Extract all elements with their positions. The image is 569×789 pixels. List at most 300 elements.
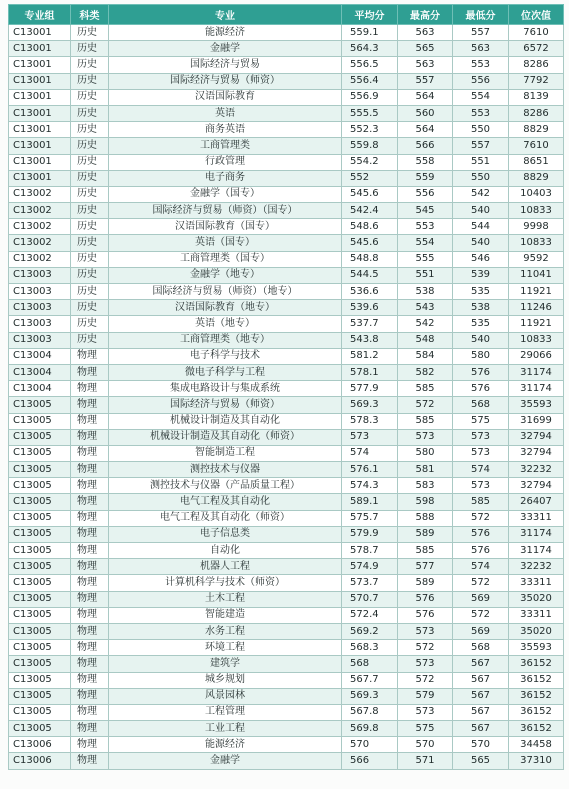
cell-major: 测控技术与仪器 [109,462,342,478]
cell-max: 580 [398,445,453,461]
cell-rank: 10403 [509,186,564,202]
cell-min: 575 [453,413,509,429]
cell-group: C13002 [9,203,71,219]
cell-average: 577.9 [342,381,398,397]
cell-group: C13005 [9,559,71,575]
cell-min: 567 [453,672,509,688]
cell-major: 国际经济与贸易（师资）（地专） [109,284,342,300]
cell-max: 577 [398,559,453,575]
cell-subject: 物理 [71,381,109,397]
table-row [9,73,564,89]
cell-average: 548.6 [342,219,398,235]
cell-group: C13005 [9,607,71,623]
cell-min: 550 [453,170,509,186]
cell-min: 540 [453,203,509,219]
cell-major: 电气工程及其自动化（师资） [109,510,342,526]
cell-average: 539.6 [342,300,398,316]
cell-subject: 历史 [71,332,109,348]
cell-max: 560 [398,105,453,121]
cell-rank: 7610 [509,25,564,41]
cell-rank: 11041 [509,267,564,283]
cell-major: 英语（地专） [109,316,342,332]
cell-group: C13005 [9,591,71,607]
cell-min: 540 [453,332,509,348]
cell-subject: 物理 [71,623,109,639]
cell-major: 工程管理 [109,704,342,720]
header-group: 专业组 [9,5,71,25]
cell-average: 574 [342,445,398,461]
cell-max: 584 [398,348,453,364]
cell-min: 551 [453,154,509,170]
cell-rank: 11921 [509,316,564,332]
header-max: 最高分 [398,5,453,25]
cell-subject: 物理 [71,494,109,510]
cell-max: 559 [398,170,453,186]
cell-rank: 32232 [509,462,564,478]
table-row [9,607,564,623]
cell-max: 553 [398,219,453,235]
cell-min: 576 [453,364,509,380]
cell-average: 573.7 [342,575,398,591]
cell-rank: 6572 [509,41,564,57]
cell-max: 563 [398,57,453,73]
cell-average: 569.3 [342,397,398,413]
cell-subject: 历史 [71,25,109,41]
cell-group: C13005 [9,510,71,526]
cell-group: C13005 [9,413,71,429]
cell-major: 机械设计制造及其自动化 [109,413,342,429]
cell-major: 能源经济 [109,737,342,753]
cell-subject: 物理 [71,737,109,753]
cell-min: 567 [453,688,509,704]
table-row [9,559,564,575]
cell-group: C13005 [9,494,71,510]
cell-max: 543 [398,300,453,316]
cell-group: C13005 [9,397,71,413]
cell-max: 571 [398,753,453,769]
cell-major: 集成电路设计与集成系统 [109,381,342,397]
cell-max: 555 [398,251,453,267]
table-row [9,138,564,154]
cell-major: 电子商务 [109,170,342,186]
cell-rank: 26407 [509,494,564,510]
table-row [9,41,564,57]
table-row [9,300,564,316]
table-row [9,122,564,138]
cell-min: 557 [453,25,509,41]
cell-rank: 32794 [509,429,564,445]
cell-group: C13005 [9,721,71,737]
cell-average: 536.6 [342,284,398,300]
cell-group: C13003 [9,300,71,316]
cell-group: C13003 [9,267,71,283]
cell-rank: 36152 [509,656,564,672]
cell-rank: 10833 [509,203,564,219]
cell-subject: 历史 [71,41,109,57]
cell-max: 585 [398,543,453,559]
cell-major: 英语（国专） [109,235,342,251]
cell-min: 570 [453,737,509,753]
cell-major: 工业工程 [109,721,342,737]
cell-major: 国际经济与贸易（师资）（国专） [109,203,342,219]
cell-average: 556.5 [342,57,398,73]
cell-major: 自动化 [109,543,342,559]
cell-rank: 33311 [509,510,564,526]
cell-max: 573 [398,704,453,720]
cell-average: 564.3 [342,41,398,57]
cell-max: 572 [398,640,453,656]
cell-group: C13005 [9,478,71,494]
cell-rank: 36152 [509,672,564,688]
table-row [9,57,564,73]
cell-average: 573 [342,429,398,445]
cell-subject: 物理 [71,704,109,720]
cell-rank: 36152 [509,688,564,704]
cell-group: C13005 [9,429,71,445]
cell-max: 573 [398,429,453,445]
cell-group: C13005 [9,672,71,688]
cell-rank: 36152 [509,721,564,737]
cell-average: 552 [342,170,398,186]
cell-rank: 29066 [509,348,564,364]
table-header-row [9,5,564,25]
cell-min: 556 [453,73,509,89]
table-row [9,316,564,332]
cell-average: 545.6 [342,235,398,251]
header-average: 平均分 [342,5,398,25]
cell-subject: 物理 [71,510,109,526]
cell-subject: 物理 [71,429,109,445]
cell-subject: 历史 [71,267,109,283]
cell-major: 能源经济 [109,25,342,41]
cell-subject: 历史 [71,186,109,202]
cell-subject: 物理 [71,348,109,364]
cell-min: 572 [453,575,509,591]
cell-group: C13004 [9,348,71,364]
table-row [9,381,564,397]
cell-min: 538 [453,300,509,316]
table-row [9,510,564,526]
cell-min: 540 [453,235,509,251]
cell-max: 588 [398,510,453,526]
table-row [9,737,564,753]
header-subject: 科类 [71,5,109,25]
cell-major: 机械设计制造及其自动化（师资） [109,429,342,445]
cell-min: 567 [453,721,509,737]
cell-subject: 历史 [71,316,109,332]
cell-major: 环境工程 [109,640,342,656]
cell-rank: 9592 [509,251,564,267]
cell-rank: 11921 [509,284,564,300]
cell-subject: 物理 [71,462,109,478]
cell-average: 542.4 [342,203,398,219]
cell-group: C13004 [9,364,71,380]
cell-major: 英语 [109,105,342,121]
cell-average: 568 [342,656,398,672]
cell-major: 风景园林 [109,688,342,704]
table-row [9,397,564,413]
cell-group: C13001 [9,73,71,89]
cell-subject: 历史 [71,251,109,267]
table-row [9,203,564,219]
cell-group: C13005 [9,623,71,639]
cell-min: 539 [453,267,509,283]
cell-rank: 33311 [509,575,564,591]
cell-max: 585 [398,413,453,429]
cell-min: 568 [453,640,509,656]
cell-min: 563 [453,41,509,57]
cell-group: C13002 [9,251,71,267]
cell-rank: 36152 [509,704,564,720]
cell-average: 581.2 [342,348,398,364]
cell-subject: 物理 [71,753,109,769]
cell-major: 汉语国际教育（国专） [109,219,342,235]
cell-subject: 物理 [71,721,109,737]
cell-average: 579.9 [342,526,398,542]
cell-average: 556.9 [342,89,398,105]
cell-subject: 物理 [71,543,109,559]
cell-average: 578.1 [342,364,398,380]
cell-rank: 32794 [509,445,564,461]
table-row [9,332,564,348]
cell-group: C13005 [9,575,71,591]
cell-rank: 31174 [509,364,564,380]
cell-major: 城乡规划 [109,672,342,688]
cell-group: C13002 [9,219,71,235]
cell-subject: 物理 [71,445,109,461]
cell-group: C13005 [9,462,71,478]
cell-min: 567 [453,704,509,720]
cell-group: C13001 [9,41,71,57]
cell-max: 598 [398,494,453,510]
cell-group: C13005 [9,656,71,672]
cell-group: C13003 [9,284,71,300]
cell-group: C13001 [9,138,71,154]
cell-group: C13006 [9,737,71,753]
table-row [9,704,564,720]
cell-subject: 历史 [71,73,109,89]
cell-min: 535 [453,284,509,300]
cell-min: 576 [453,526,509,542]
table-row [9,623,564,639]
cell-min: 569 [453,623,509,639]
table-row [9,575,564,591]
cell-subject: 物理 [71,559,109,575]
cell-major: 计算机科学与技术（师资） [109,575,342,591]
cell-subject: 历史 [71,154,109,170]
cell-average: 570.7 [342,591,398,607]
cell-max: 573 [398,623,453,639]
cell-subject: 物理 [71,656,109,672]
cell-max: 558 [398,154,453,170]
cell-major: 金融学 [109,753,342,769]
cell-rank: 34458 [509,737,564,753]
table-row [9,235,564,251]
cell-subject: 物理 [71,413,109,429]
cell-average: 567.8 [342,704,398,720]
cell-average: 569.8 [342,721,398,737]
cell-group: C13003 [9,332,71,348]
table-row [9,656,564,672]
cell-subject: 历史 [71,235,109,251]
cell-max: 566 [398,138,453,154]
cell-major: 测控技术与仪器（产品质量工程） [109,478,342,494]
cell-rank: 10833 [509,332,564,348]
cell-major: 电子科学与技术 [109,348,342,364]
cell-min: 546 [453,251,509,267]
table-row [9,591,564,607]
cell-max: 557 [398,73,453,89]
table-row [9,251,564,267]
cell-subject: 历史 [71,122,109,138]
cell-max: 563 [398,25,453,41]
cell-rank: 7792 [509,73,564,89]
cell-group: C13001 [9,57,71,73]
cell-max: 572 [398,672,453,688]
cell-rank: 8829 [509,122,564,138]
cell-group: C13003 [9,316,71,332]
cell-min: 573 [453,445,509,461]
cell-subject: 物理 [71,640,109,656]
cell-group: C13005 [9,688,71,704]
cell-min: 573 [453,478,509,494]
cell-average: 555.5 [342,105,398,121]
cell-average: 543.8 [342,332,398,348]
table-row [9,154,564,170]
cell-rank: 35020 [509,591,564,607]
cell-max: 583 [398,478,453,494]
cell-subject: 物理 [71,591,109,607]
cell-major: 汉语国际教育 [109,89,342,105]
cell-min: 576 [453,381,509,397]
cell-group: C13004 [9,381,71,397]
cell-group: C13006 [9,753,71,769]
cell-min: 572 [453,510,509,526]
table-row [9,429,564,445]
cell-subject: 物理 [71,607,109,623]
cell-rank: 31174 [509,543,564,559]
cell-average: 569.2 [342,623,398,639]
cell-major: 工商管理类（地专） [109,332,342,348]
cell-min: 567 [453,656,509,672]
cell-rank: 10833 [509,235,564,251]
cell-rank: 31174 [509,526,564,542]
cell-group: C13001 [9,105,71,121]
cell-min: 572 [453,607,509,623]
cell-max: 576 [398,607,453,623]
table-row [9,25,564,41]
cell-major: 商务英语 [109,122,342,138]
cell-major: 金融学（地专） [109,267,342,283]
cell-subject: 物理 [71,688,109,704]
cell-min: 574 [453,559,509,575]
cell-min: 553 [453,57,509,73]
cell-rank: 31699 [509,413,564,429]
cell-min: 576 [453,543,509,559]
header-min: 最低分 [453,5,509,25]
cell-average: 578.3 [342,413,398,429]
cell-group: C13002 [9,186,71,202]
table-row [9,219,564,235]
cell-subject: 历史 [71,219,109,235]
cell-min: 574 [453,462,509,478]
cell-subject: 物理 [71,575,109,591]
cell-subject: 历史 [71,300,109,316]
cell-group: C13005 [9,640,71,656]
cell-max: 582 [398,364,453,380]
cell-average: 544.5 [342,267,398,283]
cell-major: 微电子科学与工程 [109,364,342,380]
cell-subject: 历史 [71,203,109,219]
cell-major: 智能制造工程 [109,445,342,461]
cell-rank: 32232 [509,559,564,575]
cell-average: 578.7 [342,543,398,559]
table-row [9,89,564,105]
cell-max: 570 [398,737,453,753]
cell-major: 国际经济与贸易（师资） [109,397,342,413]
cell-rank: 8286 [509,105,564,121]
cell-rank: 11246 [509,300,564,316]
cell-subject: 历史 [71,138,109,154]
cell-max: 554 [398,235,453,251]
cell-average: 570 [342,737,398,753]
cell-rank: 8651 [509,154,564,170]
cell-average: 566 [342,753,398,769]
cell-average: 568.3 [342,640,398,656]
cell-average: 556.4 [342,73,398,89]
cell-average: 589.1 [342,494,398,510]
cell-rank: 7610 [509,138,564,154]
header-rank: 位次值 [509,5,564,25]
cell-min: 585 [453,494,509,510]
cell-average: 552.3 [342,122,398,138]
cell-rank: 37310 [509,753,564,769]
cell-rank: 8286 [509,57,564,73]
table-row [9,526,564,542]
cell-major: 智能建造 [109,607,342,623]
table-row [9,186,564,202]
cell-rank: 31174 [509,381,564,397]
cell-average: 567.7 [342,672,398,688]
cell-min: 553 [453,105,509,121]
cell-min: 568 [453,397,509,413]
table-row [9,348,564,364]
cell-average: 554.2 [342,154,398,170]
cell-average: 574.3 [342,478,398,494]
cell-group: C13001 [9,154,71,170]
cell-major: 土木工程 [109,591,342,607]
cell-rank: 35020 [509,623,564,639]
cell-average: 559.8 [342,138,398,154]
cell-min: 565 [453,753,509,769]
cell-subject: 历史 [71,105,109,121]
cell-major: 工商管理类（国专） [109,251,342,267]
table-body [9,25,564,770]
cell-rank: 35593 [509,640,564,656]
cell-major: 金融学（国专） [109,186,342,202]
table-row [9,284,564,300]
cell-max: 579 [398,688,453,704]
cell-group: C13001 [9,89,71,105]
cell-average: 559.1 [342,25,398,41]
cell-max: 538 [398,284,453,300]
table-row [9,753,564,769]
cell-rank: 33311 [509,607,564,623]
cell-average: 569.3 [342,688,398,704]
cell-group: C13005 [9,543,71,559]
cell-max: 575 [398,721,453,737]
cell-rank: 8829 [509,170,564,186]
